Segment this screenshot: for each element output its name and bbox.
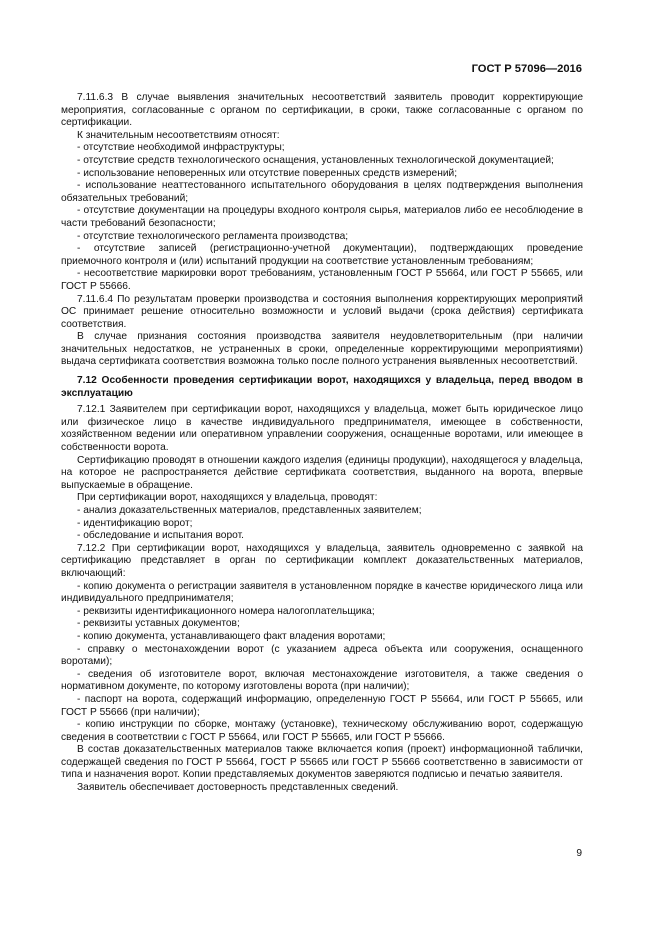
list-item: - несоответствие маркировки ворот требованиям, установленным ГОСТ Р 55664, или ГОСТ Р 55665, или ГОСТ Р 55666. <box>61 268 583 292</box>
paragraph: Сертификацию проводят в отношении каждого изделия (единицы продукции), находящегося у владельца, на которое не распространяется действие сертификата соответствия, выданного на ворота, впервые выпускаемые в обращение. <box>61 454 583 491</box>
list-item: - отсутствие документации на процедуры входного контроля сырья, материалов либо ее несоблюдение в части требований безопасности; <box>61 205 583 229</box>
list-item: - паспорт на ворота, содержащий информацию, определенную ГОСТ Р 55664, или ГОСТ Р 55665, или ГОСТ Р 55666 (при наличии); <box>61 693 583 718</box>
list-item: - использование неповеренных или отсутствие поверенных средств измерений; <box>77 167 458 179</box>
paragraph: В состав доказательственных материалов также включается копия (проект) информационной таблички, содержащей сведения по ГОСТ Р 55664, ГОСТ Р 55665 или ГОСТ Р 55666 соответственно в зависимости от типа и назначения ворот. Копии представляемых документов заверяются подписью и печатью заявителя. <box>61 744 583 781</box>
list-item: - реквизиты идентификационного номера налогоплательщика; <box>77 605 375 617</box>
list-item: - сведения об изготовителе ворот, включая местонахождение изготовителя, а также сведения о нормативном документе, по которому изготовлены ворота (при наличии); <box>61 668 583 693</box>
list-item: - справку о местонахождении ворот (с указанием адреса объекта или сооружения, оснащенного воротами); <box>61 643 583 668</box>
list-item: - анализ доказательственных материалов, представленных заявителем; <box>77 505 422 516</box>
paragraph: 7.12.2 При сертификации ворот, находящихся у владельца, заявитель одновременно с заявкой на сертификацию представляет в орган по сертификации комплект доказательственных материалов, включающий: <box>61 542 583 579</box>
list-item: - копию документа о регистрации заявителя в установленном порядке в качестве юридического лица или индивидуального предпринимателя; <box>61 580 583 605</box>
list-item: - копию инструкции по сборке, монтажу (установке), техническому обслуживанию ворот, содержащую сведения в соответствии с ГОСТ Р 55664, или ГОСТ Р 55665, или ГОСТ Р 55666. <box>61 719 583 743</box>
paragraph: 7.11.6.4 По результатам проверки производства и состояния выполнения корректирующих мероприятий ОС принимает решение относительно возможности и условий выдачи (срока действия) сертификата соответствия. <box>61 293 583 330</box>
list-item: - отсутствие средств технологического оснащения, установленных технологической документацией; <box>77 154 554 166</box>
paragraph: В случае признания состояния производства заявителя неудовлетворительным (при наличии значительных недостатков, не устраненных в сроки, определенные корректирующими мероприятиями) выдача сертификата соответствия возможна только после полного устранения выявленных несоответствий. <box>61 331 583 368</box>
list-item: - отсутствие технологического регламента производства; <box>77 230 349 242</box>
list-item: - идентификацию ворот; <box>77 517 193 529</box>
list-item: - копию документа, устанавливающего факт владения воротами; <box>77 630 386 642</box>
list-item: - обследование и испытания ворот. <box>77 530 244 542</box>
list-item: - отсутствие необходимой инфраструктуры; <box>77 142 285 154</box>
paragraph: 7.11.6.3 В случае выявления значительных несоответствий заявитель проводит корректирующие мероприятия, согласованные с органом по сертификации, в сроки, также согласованные с органом по сертификации. <box>61 92 583 129</box>
list-item: - отсутствие записей (регистрационно-учетной документации), подтверждающих проведение приемочного контроля и (или) испытаний продукции на соответствие установленным требованиям; <box>61 243 583 267</box>
list-item: - реквизиты уставных документов; <box>77 618 240 630</box>
paragraph: 7.12.1 Заявителем при сертификации ворот, находящихся у владельца, может быть юридическое лицо или физическое лицо в качестве индивидуального предпринимателя, имеющее в собственности, хозяйственном ведении или оперативном управлении сооружения, оснащенные воротами, или имеющее в собственности ворота. <box>61 404 583 454</box>
paragraph: Заявитель обеспечивает достоверность представленных сведений. <box>77 782 399 794</box>
page-number: 9 <box>576 848 582 859</box>
document-header: ГОСТ Р 57096—2016 <box>471 63 582 75</box>
document-body <box>61 92 583 795</box>
paragraph: При сертификации ворот, находящихся у владельца, проводят: <box>77 492 378 504</box>
section-heading: 7.12 Особенности проведения сертификации ворот, находящихся у владельца, перед вводом в эксплуатацию <box>61 375 583 399</box>
paragraph: К значительным несоответствиям относят: <box>77 129 280 141</box>
list-item: - использование неаттестованного испытательного оборудования в целях подтверждения выполнения обязательных требований; <box>61 180 583 204</box>
